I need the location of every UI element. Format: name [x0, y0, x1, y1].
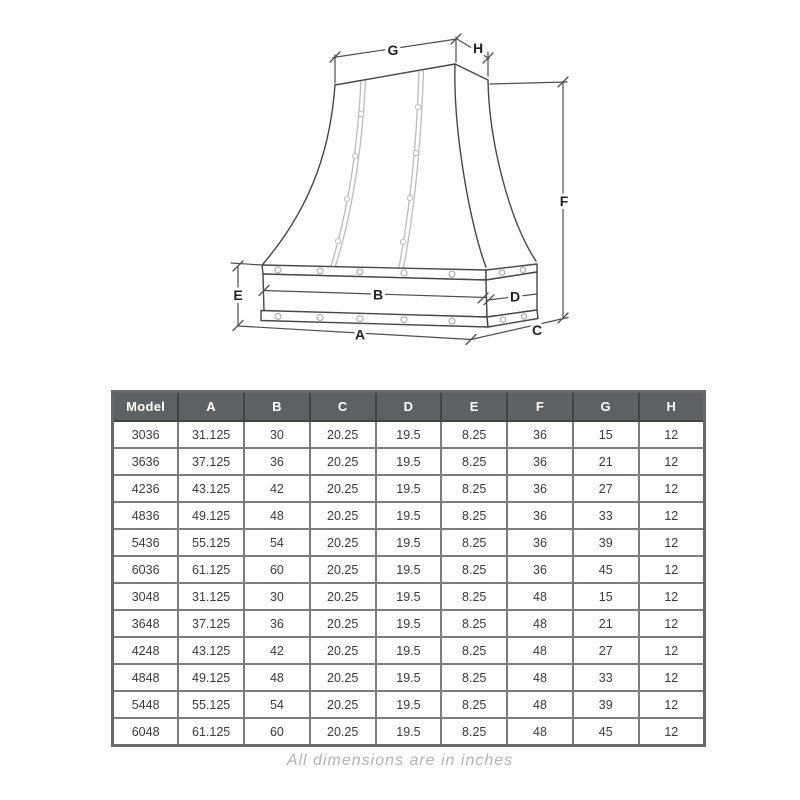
dimension-value-cell: 49.125 [178, 502, 244, 529]
dimension-value-cell: 19.5 [376, 529, 442, 556]
table-row [113, 556, 705, 583]
dimension-value-cell: 37.125 [178, 610, 244, 637]
dimension-value-cell: 19.5 [376, 637, 442, 664]
dimension-value-cell: 12 [639, 691, 705, 718]
dimensions-table [111, 390, 706, 747]
table-row [113, 691, 705, 718]
dimension-value-cell: 8.25 [441, 421, 507, 448]
range-hood-diagram [0, 0, 800, 385]
dimension-value-cell: 20.25 [310, 502, 376, 529]
dimension-value-cell: 48 [244, 664, 310, 691]
dimension-value-cell: 30 [244, 421, 310, 448]
model-cell: 4848 [113, 664, 179, 691]
range-hood-drawing [0, 0, 800, 385]
column-header-c: C [310, 392, 376, 422]
dimension-value-cell: 19.5 [376, 691, 442, 718]
dimension-value-cell: 20.25 [310, 583, 376, 610]
dimension-value-cell: 20.25 [310, 448, 376, 475]
model-cell: 5448 [113, 691, 179, 718]
model-cell: 3036 [113, 421, 179, 448]
dimension-value-cell: 60 [244, 556, 310, 583]
dimension-value-cell: 55.125 [178, 691, 244, 718]
column-header-model: Model [113, 392, 179, 422]
dimension-value-cell: 33 [573, 502, 639, 529]
table-row [113, 475, 705, 502]
model-cell: 3636 [113, 448, 179, 475]
dimension-value-cell: 31.125 [178, 583, 244, 610]
dimension-value-cell: 12 [639, 637, 705, 664]
table-header-row [113, 392, 705, 422]
dimension-value-cell: 12 [639, 718, 705, 746]
dimension-value-cell: 20.25 [310, 691, 376, 718]
dimension-value-cell: 8.25 [441, 583, 507, 610]
dimension-value-cell: 42 [244, 475, 310, 502]
dimension-value-cell: 12 [639, 529, 705, 556]
dimension-value-cell: 19.5 [376, 421, 442, 448]
table-row [113, 664, 705, 691]
dimension-value-cell: 36 [244, 448, 310, 475]
dimension-value-cell: 19.5 [376, 610, 442, 637]
dimension-value-cell: 27 [573, 637, 639, 664]
dimension-value-cell: 48 [507, 583, 573, 610]
dimension-value-cell: 12 [639, 556, 705, 583]
model-cell: 4236 [113, 475, 179, 502]
units-note: All dimensions are in inches [286, 752, 514, 769]
dimension-value-cell: 43.125 [178, 475, 244, 502]
dimension-value-cell: 8.25 [441, 691, 507, 718]
model-cell: 6048 [113, 718, 179, 746]
dimension-value-cell: 8.25 [441, 664, 507, 691]
table-row [113, 637, 705, 664]
dimension-value-cell: 20.25 [310, 610, 376, 637]
front-straps [331, 70, 424, 268]
column-header-b: B [244, 392, 310, 422]
dimension-value-cell: 20.25 [310, 475, 376, 502]
dimension-value-cell: 20.25 [310, 556, 376, 583]
table-row [113, 583, 705, 610]
dimension-value-cell: 19.5 [376, 448, 442, 475]
dimension-value-cell: 19.5 [376, 502, 442, 529]
dimension-value-cell: 8.25 [441, 475, 507, 502]
dimension-value-cell: 12 [639, 421, 705, 448]
dim-label-d: D [509, 288, 521, 305]
dimension-value-cell: 48 [507, 637, 573, 664]
dimension-value-cell: 12 [639, 664, 705, 691]
column-header-f: F [507, 392, 573, 422]
table-row [113, 529, 705, 556]
dimension-value-cell: 20.25 [310, 718, 376, 746]
dim-label-e: E [233, 287, 243, 303]
dimension-value-cell: 42 [244, 637, 310, 664]
dimension-value-cell: 19.5 [376, 718, 442, 746]
dimension-value-cell: 31.125 [178, 421, 244, 448]
dimension-value-cell: 8.25 [441, 610, 507, 637]
dimension-value-cell: 60 [244, 718, 310, 746]
dimension-value-cell: 61.125 [178, 718, 244, 746]
model-cell: 4248 [113, 637, 179, 664]
dimension-value-cell: 36 [507, 502, 573, 529]
dimension-value-cell: 54 [244, 529, 310, 556]
dimension-value-cell: 33 [573, 664, 639, 691]
dim-label-h: H [472, 40, 484, 56]
model-cell: 3648 [113, 610, 179, 637]
dim-label-b: B [372, 286, 384, 303]
model-cell: 3048 [113, 583, 179, 610]
dimension-value-cell: 36 [507, 556, 573, 583]
model-cell: 4836 [113, 502, 179, 529]
hood-body [263, 64, 536, 267]
dim-label-c: C [531, 322, 543, 338]
dimension-value-cell: 21 [573, 448, 639, 475]
dimension-value-cell: 19.5 [376, 475, 442, 502]
dimension-value-cell: 45 [573, 556, 639, 583]
dim-label-f: F [559, 193, 569, 209]
dimension-value-cell: 12 [639, 583, 705, 610]
dimension-value-cell: 27 [573, 475, 639, 502]
dimension-value-cell: 43.125 [178, 637, 244, 664]
dimension-value-cell: 39 [573, 691, 639, 718]
dimension-value-cell: 15 [573, 421, 639, 448]
dimension-value-cell: 48 [507, 718, 573, 746]
dimension-value-cell: 19.5 [376, 583, 442, 610]
dimension-value-cell: 36 [507, 529, 573, 556]
dim-label-a: A [354, 326, 366, 343]
dimension-value-cell: 30 [244, 583, 310, 610]
table-row [113, 610, 705, 637]
model-cell: 5436 [113, 529, 179, 556]
dimension-value-cell: 45 [573, 718, 639, 746]
dimension-value-cell: 36 [244, 610, 310, 637]
dimension-value-cell: 20.25 [310, 637, 376, 664]
dimension-value-cell: 8.25 [441, 718, 507, 746]
dimension-value-cell: 21 [573, 610, 639, 637]
table-row [113, 502, 705, 529]
dimension-value-cell: 36 [507, 421, 573, 448]
dimension-value-cell: 54 [244, 691, 310, 718]
dimension-value-cell: 8.25 [441, 529, 507, 556]
dimension-value-cell: 49.125 [178, 664, 244, 691]
dimension-value-cell: 15 [573, 583, 639, 610]
dimension-value-cell: 48 [244, 502, 310, 529]
dimension-value-cell: 48 [507, 610, 573, 637]
dimension-value-cell: 37.125 [178, 448, 244, 475]
dimension-value-cell: 8.25 [441, 556, 507, 583]
dimension-value-cell: 36 [507, 475, 573, 502]
dimension-value-cell: 8.25 [441, 637, 507, 664]
column-header-h: H [639, 392, 705, 422]
dimension-value-cell: 19.5 [376, 556, 442, 583]
dimension-value-cell: 20.25 [310, 664, 376, 691]
dimension-value-cell: 20.25 [310, 529, 376, 556]
dimension-value-cell: 61.125 [178, 556, 244, 583]
dimension-value-cell: 8.25 [441, 502, 507, 529]
dimension-value-cell: 12 [639, 475, 705, 502]
dimension-value-cell: 39 [573, 529, 639, 556]
dimension-value-cell: 36 [507, 448, 573, 475]
model-cell: 6036 [113, 556, 179, 583]
dimension-value-cell: 55.125 [178, 529, 244, 556]
dimension-value-cell: 20.25 [310, 421, 376, 448]
table-row [113, 421, 705, 448]
column-header-d: D [376, 392, 442, 422]
table-row [113, 448, 705, 475]
dimension-value-cell: 8.25 [441, 448, 507, 475]
dim-label-g: G [387, 42, 399, 58]
dimension-value-cell: 48 [507, 691, 573, 718]
table-row [113, 718, 705, 746]
dimension-value-cell: 48 [507, 664, 573, 691]
dimension-value-cell: 19.5 [376, 664, 442, 691]
dimension-value-cell: 12 [639, 448, 705, 475]
column-header-e: E [441, 392, 507, 422]
dimension-value-cell: 12 [639, 502, 705, 529]
column-header-a: A [178, 392, 244, 422]
dimension-value-cell: 12 [639, 610, 705, 637]
column-header-g: G [573, 392, 639, 422]
